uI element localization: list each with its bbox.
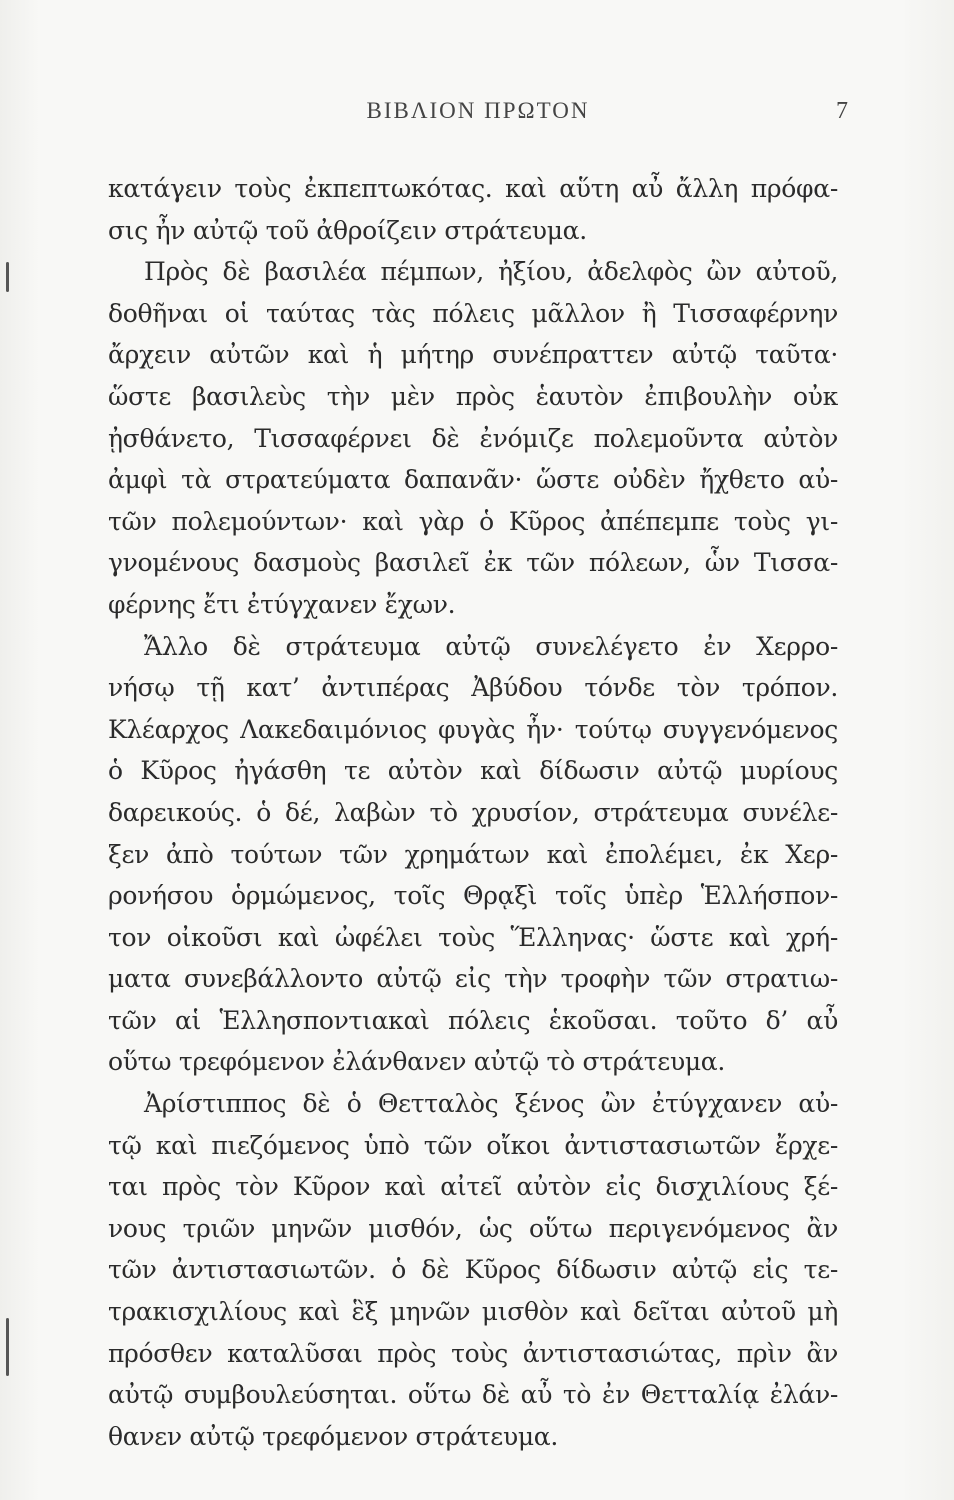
text-line: ρονήσου ὁρμώμενος, τοῖς Θρᾳξὶ τοῖς ὑπὲρ Ἑλλήσπον-	[108, 881, 838, 911]
text-line: ὁ Κῦρος ἠγάσθη τε αὐτὸν καὶ δίδωσιν αὐτῷ μυρίους	[108, 756, 838, 786]
text-line: νήσῳ τῇ κατ’ ἀντιπέρας Ἀβύδου τόνδε τὸν τρόπον.	[108, 673, 838, 703]
text-line: φέρνης ἔτι ἐτύγχανεν ἔχων.	[108, 589, 456, 619]
margin-mark-bottom	[6, 1318, 9, 1376]
text-line: πρόσθεν καταλῦσαι πρὸς τοὺς ἀντιστασιώτας, πρὶν ἂν	[108, 1338, 838, 1368]
page-header	[108, 98, 848, 138]
text-line: ἀμφὶ τὰ στρατεύματα δαπανᾶν· ὥστε οὐδὲν ἤχθετο αὐ-	[108, 465, 838, 495]
text-line: ται πρὸς τὸν Κῦρον καὶ αἰτεῖ αὐτὸν εἰς δισχιλίους ξέ-	[108, 1172, 838, 1202]
text-line: τῶν αἱ Ἑλλησποντιακαὶ πόλεις ἑκοῦσαι. τοῦτο δ’ αὖ	[108, 1005, 838, 1035]
text-line: σις ἦν αὐτῷ τοῦ ἀθροίζειν στράτευμα.	[108, 215, 587, 245]
text-line: κατάγειν τοὺς ἐκπεπτωκότας. καὶ αὕτη αὖ ἄλλη πρόφα-	[108, 174, 838, 203]
text-line: ἄρχειν αὐτῶν καὶ ἡ μήτηρ συνέπραττεν αὐτῷ ταῦτα·	[108, 340, 838, 370]
text-line: τῶν ἀντιστασιωτῶν. ὁ δὲ Κῦρος δίδωσιν αὐτῷ εἰς τε-	[108, 1255, 838, 1285]
paragraph-start-line: Πρὸς δὲ βασιλέα πέμπων, ἠξίου, ἀδελφὸς ὢν αὐτοῦ,	[144, 257, 838, 287]
text-line: ᾐσθάνετο, Τισσαφέρνει δὲ ἐνόμιζε πολεμοῦντα αὐτὸν	[108, 423, 838, 453]
body-text	[108, 168, 838, 1457]
text-line: θανεν αὐτῷ τρεφόμενον στράτευμα.	[108, 1421, 559, 1451]
text-line: ξεν ἀπὸ τούτων τῶν χρημάτων καὶ ἐπολέμει, ἐκ Χερ-	[108, 839, 838, 869]
text-line: τρακισχιλίους καὶ ἓξ μηνῶν μισθὸν καὶ δεῖται αὐτοῦ μὴ	[108, 1297, 838, 1327]
text-line: δοθῆναι οἱ ταύτας τὰς πόλεις μᾶλλον ἢ Τισσαφέρνην	[108, 298, 838, 328]
text-line: γνομένους δασμοὺς βασιλεῖ ἐκ τῶν πόλεων, ὧν Τισσα-	[108, 548, 838, 578]
text-line: οὕτω τρεφόμενον ἐλάνθανεν αὐτῷ τὸ στράτευμα.	[108, 1047, 726, 1077]
paragraph-start-line: Ἄλλο δὲ στράτευμα αὐτῷ συνελέγετο ἐν Χερρο-	[144, 631, 838, 661]
text-line: τον οἰκοῦσι καὶ ὠφέλει τοὺς Ἕλληνας· ὥστε καὶ χρή-	[108, 922, 838, 952]
text-line: τῷ καὶ πιεζόμενος ὑπὸ τῶν οἴκοι ἀντιστασιωτῶν ἔρχε-	[108, 1130, 838, 1160]
text-line: ματα συνεβάλλοντο αὐτῷ εἰς τὴν τροφὴν τῶν στρατιω-	[108, 964, 838, 994]
text-line: αὐτῷ συμβουλεύσηται. οὕτω δὲ αὖ τὸ ἐν Θετταλίᾳ ἐλάν-	[108, 1380, 838, 1410]
text-line: τῶν πολεμούντων· καὶ γὰρ ὁ Κῦρος ἀπέπεμπε τοὺς γι-	[108, 506, 838, 536]
text-line: Κλέαρχος Λακεδαιμόνιος φυγὰς ἦν· τούτῳ συγγενόμενος	[108, 714, 838, 744]
paragraph-start-line: Ἀρίστιππος δὲ ὁ Θετταλὸς ξένος ὢν ἐτύγχανεν αὐ-	[144, 1089, 838, 1119]
text-line: ὥστε βασιλεὺς τὴν μὲν πρὸς ἑαυτὸν ἐπιβουλὴν οὐκ	[108, 381, 838, 411]
margin-mark-top	[6, 262, 9, 292]
running-title: ΒΙΒΛΙΟΝ ΠΡΩΤΟΝ	[366, 98, 590, 123]
page-number: 7	[836, 98, 848, 124]
text-line: νους τριῶν μηνῶν μισθόν, ὡς οὕτω περιγενόμενος ἂν	[108, 1213, 838, 1243]
text-line: δαρεικούς. ὁ δέ, λαβὼν τὸ χρυσίον, στράτευμα συνέλε-	[108, 797, 838, 827]
